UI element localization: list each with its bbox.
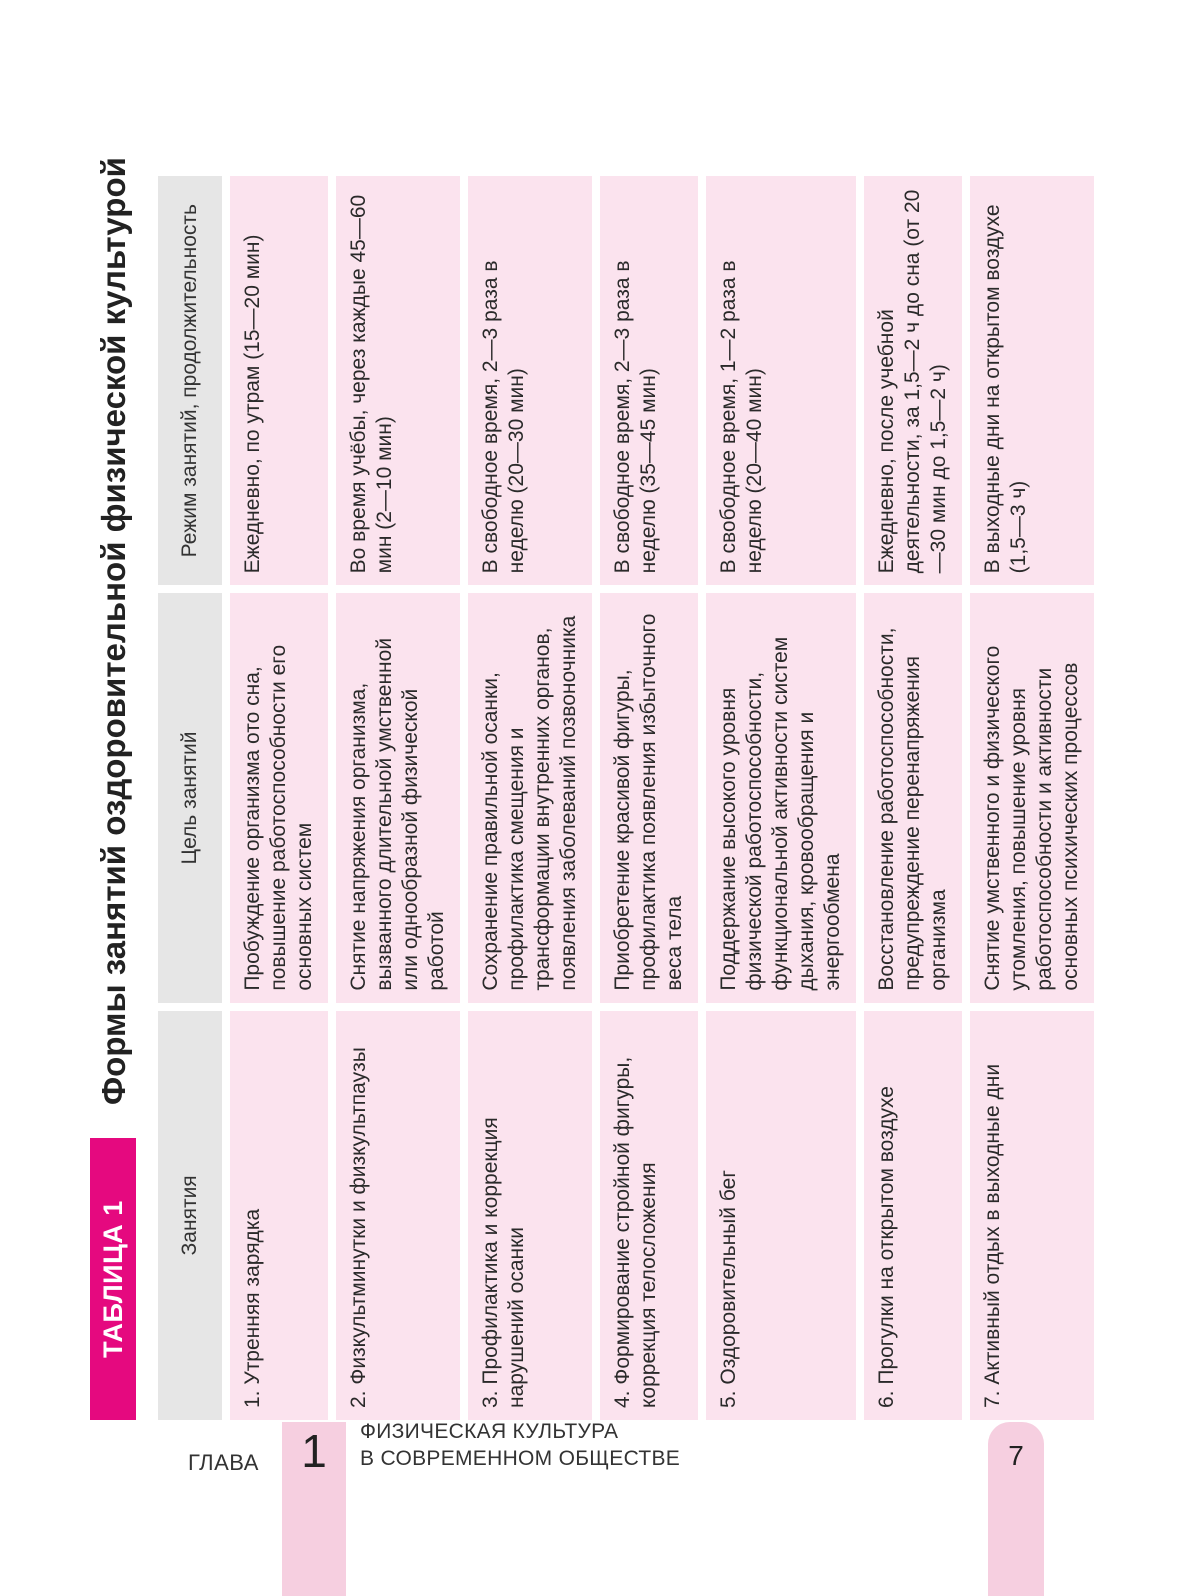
table-header-row	[158, 176, 222, 1420]
page-number: 7	[1008, 1440, 1024, 1471]
cell-goal: Сохранение правильной осанки, профилактика смещения и трансформации внутренних органов, появления заболеваний позвоночника	[468, 593, 592, 1002]
table-row	[468, 176, 592, 1420]
chapter-label: ГЛАВА	[188, 1450, 259, 1475]
column-header-activities: Занятия	[158, 1011, 222, 1420]
table-row	[600, 176, 698, 1420]
cell-goal: Приобретение красивой фигуры, профилактика появления избыточного веса тела	[600, 593, 698, 1002]
rotated-table-block	[90, 130, 1082, 1420]
cell-goal: Пробуждение организма ото сна, повышение работоспособности его основных систем	[230, 593, 328, 1002]
cell-schedule: В свободное время, 2—3 раза в неделю (35—45 мин)	[600, 176, 698, 585]
table-title: Формы занятий оздоровительной физической культурой	[95, 157, 132, 1105]
cell-schedule: Во время учёбы, через каждые 45—60 мин (2—10 мин)	[336, 176, 460, 585]
table-row	[706, 176, 856, 1420]
cell-schedule: В свободное время, 1—2 раза в неделю (20—40 мин)	[706, 176, 856, 585]
table-row	[230, 176, 328, 1420]
chapter-number: 1	[301, 1425, 327, 1477]
cell-goal: Снятие напряжения организма, вызванного длительной умственной или однообразной физической работой	[336, 593, 460, 1002]
cell-activity: 4. Формирование стройной фигуры, коррекция телосложения	[600, 1011, 698, 1420]
table-tag: ТАБЛИЦА 1	[90, 1138, 136, 1420]
cell-schedule: Ежедневно, после учебной деятельности, за 1,5—2 ч до сна (от 20—30 мин до 1,5—2 ч)	[864, 176, 962, 585]
cell-goal: Снятие умственного и физического утомления, повышение уровня работоспособности и активности основных психических процессов	[970, 593, 1094, 1002]
table-row	[970, 176, 1094, 1420]
column-header-goal: Цель занятий	[158, 593, 222, 1002]
cell-activity: 5. Оздоровительный бег	[706, 1011, 856, 1420]
cell-schedule: В выходные дни на открытом воздухе (1,5—3 ч)	[970, 176, 1094, 585]
cell-activity: 6. Прогулки на открытом воздухе	[864, 1011, 962, 1420]
cell-activity: 3. Профилактика и коррекция нарушений осанки	[468, 1011, 592, 1420]
cell-schedule: Ежедневно, по утрам (15—20 мин)	[230, 176, 328, 585]
column-header-schedule: Режим занятий, продолжительность	[158, 176, 222, 585]
activities-table	[150, 168, 1102, 1428]
cell-activity: 1. Утренняя зарядка	[230, 1011, 328, 1420]
chapter-title-line2: В СОВРЕМЕННОМ ОБЩЕСТВЕ	[360, 1447, 681, 1470]
table-title-row	[90, 130, 140, 1420]
cell-activity: 2. Физкультминутки и физкультпаузы	[336, 1011, 460, 1420]
table-row	[864, 176, 962, 1420]
cell-goal: Поддержание высокого уровня физической работоспособности, функциональной активности систем дыхания, кровообращения и энергообмена	[706, 593, 856, 1002]
cell-goal: Восстановление работоспособности, предупреждение перенапряжения организма	[864, 593, 962, 1002]
cell-activity: 7. Активный отдых в выходные дни	[970, 1011, 1094, 1420]
table-row	[336, 176, 460, 1420]
cell-schedule: В свободное время, 2—3 раза в неделю (20—30 мин)	[468, 176, 592, 585]
chapter-title-line1: ФИЗИЧЕСКАЯ КУЛЬТУРА	[360, 1420, 619, 1443]
